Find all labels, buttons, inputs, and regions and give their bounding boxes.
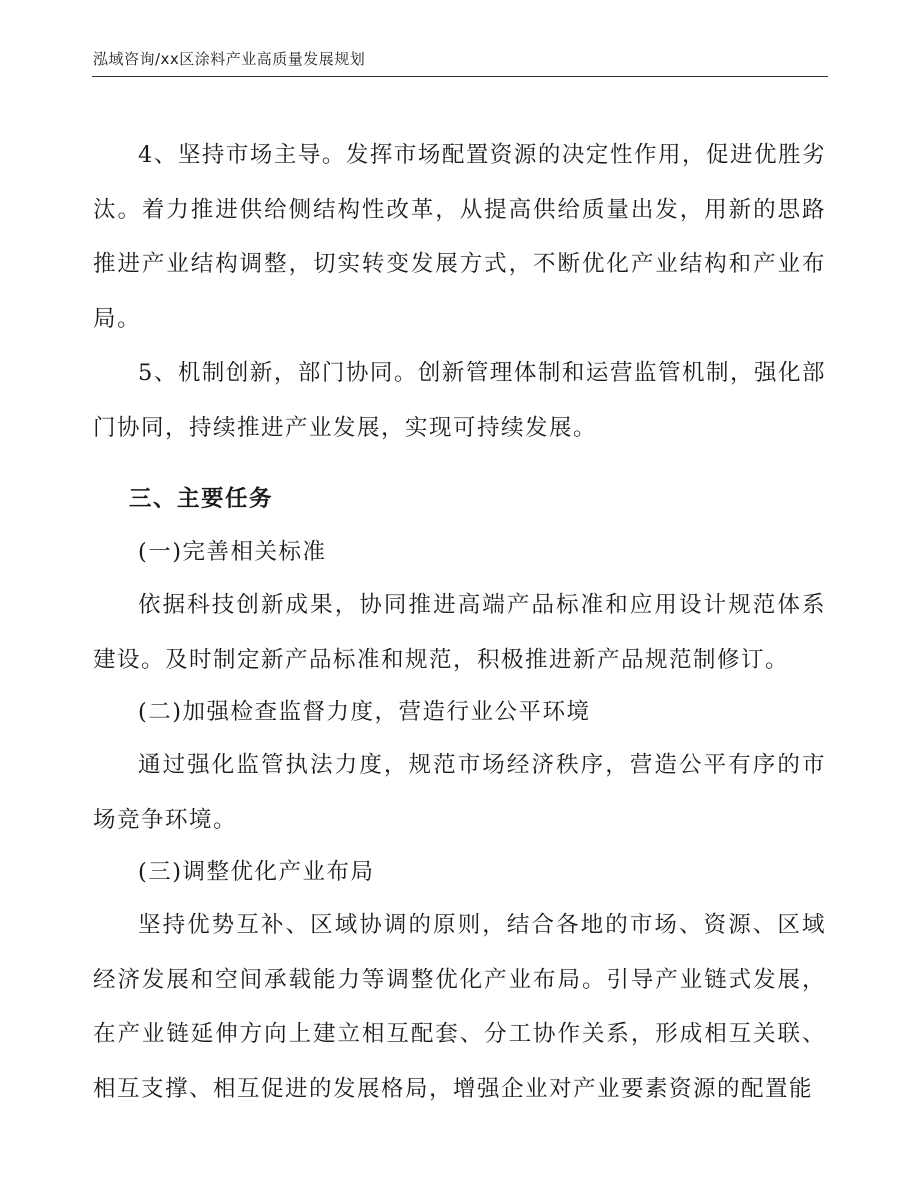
header-divider [92,76,828,77]
section-heading-main-tasks: 三、主要任务 [129,486,274,512]
paragraph-principle-5: 5、机制创新，部门协同。创新管理体制和运营监管机制，强化部门协同，持续推进产业发展，实现可持续发展。 [93,360,826,441]
running-header: 泓域咨询/xx区涂料产业高质量发展规划 [93,50,366,68]
document-body [93,128,826,1116]
subheading-standards: (一)完善相关标准 [138,539,327,565]
paragraph-standards: 依据科技创新成果，协同推进高端产品标准和应用设计规范体系建设。及时制定新产品标准和规范，积极推进新产品规范制修订。 [93,592,826,673]
subheading-supervision: (二)加强检查监督力度，营造行业公平环境 [138,699,591,725]
paragraph-principle-4: 4、坚持市场主导。发挥市场配置资源的决定性作用，促进优胜劣汰。着力推进供给侧结构性改革，从提高供给质量出发，用新的思路推进产业结构调整，切实转变发展方式，不断优化产业结构和产业布局。 [93,142,826,332]
paragraph-layout: 坚持优势互补、区域协调的原则，结合各地的市场、资源、区域经济发展和空间承载能力等调整优化产业布局。引导产业链式发展，在产业链延伸方向上建立相互配套、分工协作关系，形成相互关联、相互支撑、相互促进的发展格局，增强企业对产业要素资源的配置能 [93,912,826,1102]
subheading-layout: (三)调整优化产业布局 [138,859,375,885]
paragraph-supervision: 通过强化监管执法力度，规范市场经济秩序，营造公平有序的市场竞争环境。 [93,752,826,833]
